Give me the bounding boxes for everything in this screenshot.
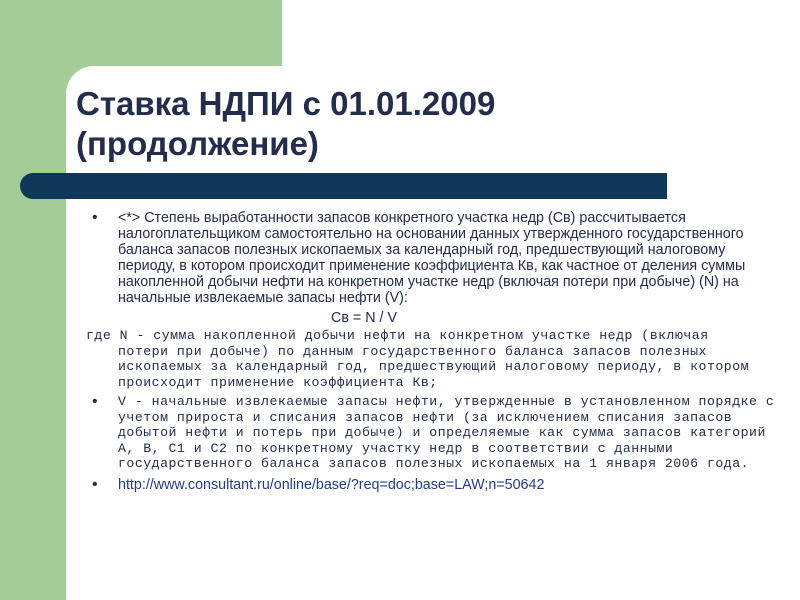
formula: Св = N / V <box>331 310 397 326</box>
bullet-icon: • <box>92 475 98 493</box>
paragraph-v: V - начальные извлекаемые запасы нефти, утвержденные в установленном порядке с учетом прироста и списания запасов нефти (за исключением списания запасов добытой нефти и потерь при добыче) и определяемые как сумма запасов категорий A, B, C1 и C2 по конкретному участку недр в соответствии с данными государственного баланса запасов полезных ископаемых на 1 января 2006 года. <box>118 394 775 471</box>
slide-title-line1: Ставка НДПИ с 01.01.2009 <box>76 85 496 122</box>
title-divider-bar <box>20 173 667 199</box>
paragraph-where-n-rest: потери при добыче) по данным государственного баланса запасов полезных ископаемых за календарный год, предшествующий налоговому периоду, в котором происходит применение коэффициента Кв; <box>118 343 750 390</box>
consultant-link[interactable]: http://www.consultant.ru/online/base/?req=doc;base=LAW;n=50642 <box>118 476 545 493</box>
bullet-icon: • <box>92 209 98 226</box>
paragraph-where-n-first: где N - сумма накопленной добычи нефти на конкретном участке недр (включая <box>86 328 709 343</box>
list-item-v <box>86 394 786 472</box>
bullet-icon: • <box>92 393 99 410</box>
paragraph-where-n <box>86 328 786 390</box>
slide-title-line2: (продолжение) <box>76 125 319 162</box>
slide-title <box>76 84 676 164</box>
paragraph-degree: <*> Степень выработанности запасов конкретного участка недр (Св) рассчитывается налогоплательщиком самостоятельно на основании данных утвержденного государственного баланса запасов полезных ископаемых за календарный год, предшествующий налоговому периоду, в котором происходит применение коэффициента Кв, как частное от деления суммы накопленной добычи нефти на конкретном участке недр (включая потери при добыче) (N) на начальные извлекаемые запасы нефти (V): <box>118 210 746 306</box>
slide-body <box>86 210 786 493</box>
list-item-link <box>86 477 786 493</box>
list-item-degree <box>86 210 786 306</box>
background-green-strip <box>0 60 66 600</box>
